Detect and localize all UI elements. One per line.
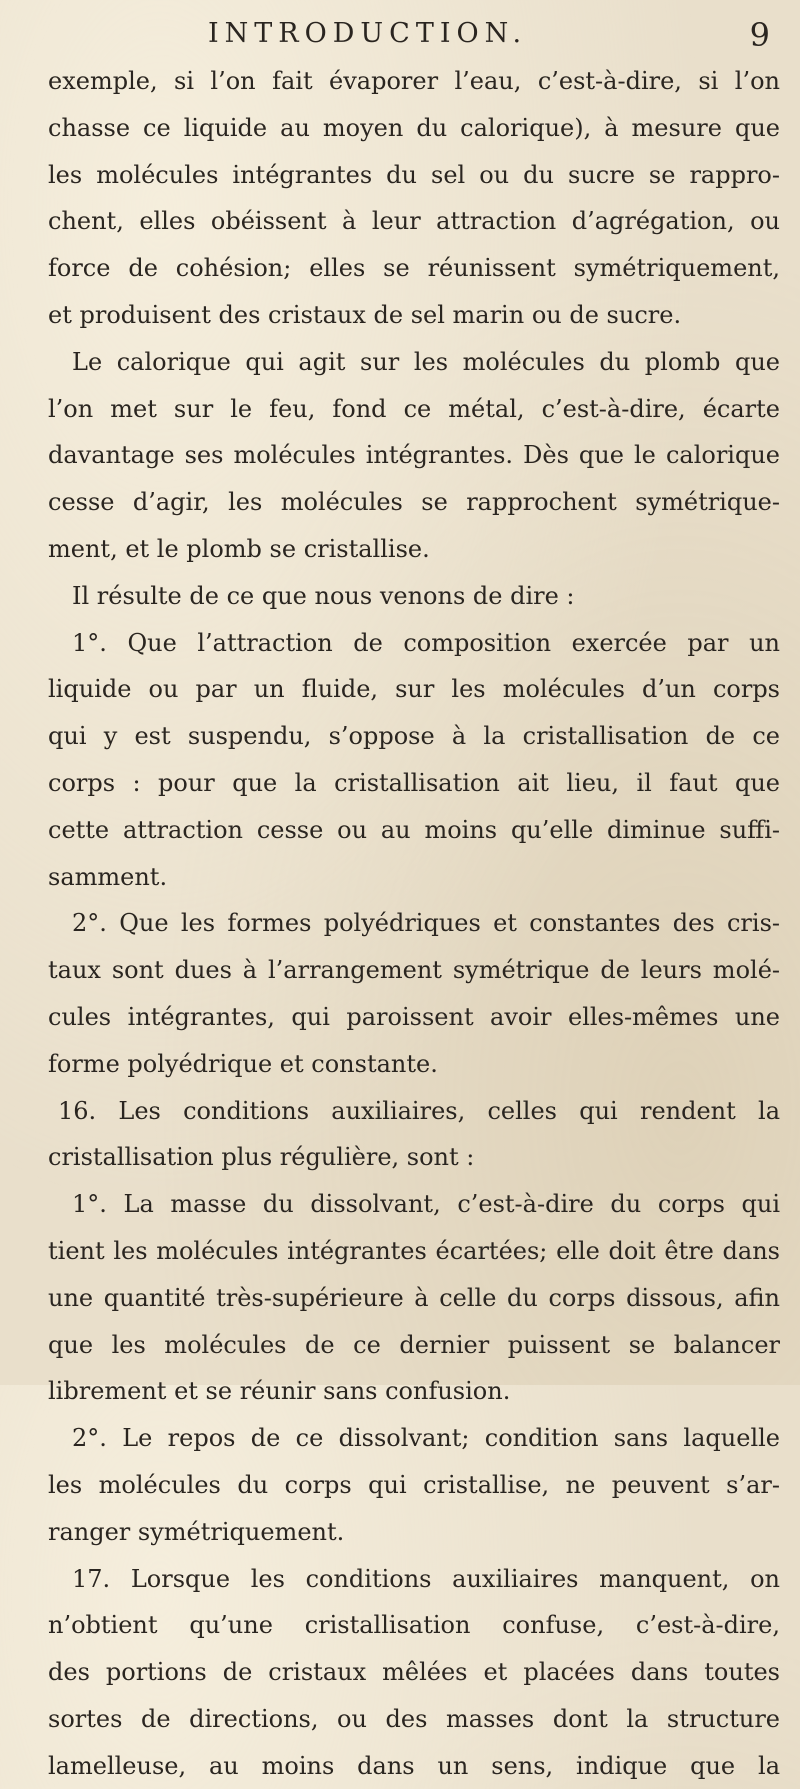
running-title: INTRODUCTION. (208, 18, 528, 49)
text-line: tient les molécules intégrantes écartées; elle doit être dans (48, 1236, 780, 1265)
text-line: une quantité très-supérieure à celle du corps dissous, afin (48, 1283, 780, 1312)
text-line: lamelleuse, au moins dans un sens, indique que la (48, 1751, 780, 1780)
text-line: n’obtient qu’une cristallisation confuse, c’est-à-dire, (48, 1611, 780, 1640)
text-line: forme polyédrique et constante. (48, 1049, 438, 1078)
text-line: corps : pour que la cristallisation ait lieu, il faut que (48, 768, 780, 797)
text-line: des portions de cristaux mêlées et placées dans toutes (48, 1658, 780, 1687)
text-line: 2°. Le repos de ce dissolvant; condition sans laquelle (72, 1424, 780, 1453)
text-line: 2°. Que les formes polyédriques et constantes des cris- (72, 909, 780, 938)
text-line: davantage ses molécules intégrantes. Dès que le calorique (48, 441, 780, 470)
text-line: et produisent des cristaux de sel marin ou de sucre. (48, 300, 682, 329)
text-line: librement et se réunir sans confusion. (48, 1377, 511, 1406)
text-line: 17. Lorsque les conditions auxiliaires manquent, on (72, 1564, 780, 1593)
text-line: taux sont dues à l’arrangement symétrique de leurs molé- (48, 956, 780, 985)
text-line: que les molécules de ce dernier puissent se balancer (48, 1330, 780, 1359)
text-line: cesse d’agir, les molécules se rapprochent symétrique- (48, 488, 780, 517)
text-line: liquide ou par un fluide, sur les molécules d’un corps (48, 675, 780, 704)
text-line: les molécules du corps qui cristallise, ne peuvent s’ar- (48, 1470, 780, 1499)
text-line: 1°. La masse du dissolvant, c’est-à-dire du corps qui (72, 1190, 780, 1219)
text-line: exemple, si l’on fait évaporer l’eau, c’est-à-dire, si l’on (48, 67, 780, 95)
text-line: l’on met sur le feu, fond ce métal, c’est-à-dire, écarte (48, 394, 780, 423)
text-line: samment. (48, 862, 168, 891)
text-line: 16. Les conditions auxiliaires, celles qui rendent la (58, 1096, 780, 1125)
text-line: cette attraction cesse ou au moins qu’elle diminue suffi- (48, 815, 780, 844)
text-line: ranger symétriquement. (48, 1517, 345, 1546)
text-line: cristallisation plus régulière, sont : (48, 1143, 475, 1172)
text-line: les molécules intégrantes du sel ou du sucre se rappro- (48, 160, 780, 189)
text-line: chent, elles obéissent à leur attraction d’agrégation, ou (48, 207, 780, 236)
body-text (48, 58, 780, 1789)
text-line: force de cohésion; elles se réunissent symétriquement, (48, 254, 780, 283)
text-line: ment, et le plomb se cristallise. (48, 534, 430, 563)
text-line: chasse ce liquide au moyen du calorique), à mesure que (48, 113, 780, 142)
text-line: sortes de directions, ou des masses dont la structure (48, 1704, 780, 1733)
text-line: 1°. Que l’attraction de composition exercée par un (72, 628, 780, 657)
text-line: Le calorique qui agit sur les molécules du plomb que (72, 347, 780, 376)
text-line: Il résulte de ce que nous venons de dire : (72, 581, 575, 610)
text-line: qui y est suspendu, s’oppose à la cristallisation de ce (48, 722, 780, 751)
running-head (0, 16, 800, 56)
page-number: 9 (749, 16, 770, 54)
text-line: cules intégrantes, qui paroissent avoir elles-mêmes une (48, 1002, 780, 1031)
